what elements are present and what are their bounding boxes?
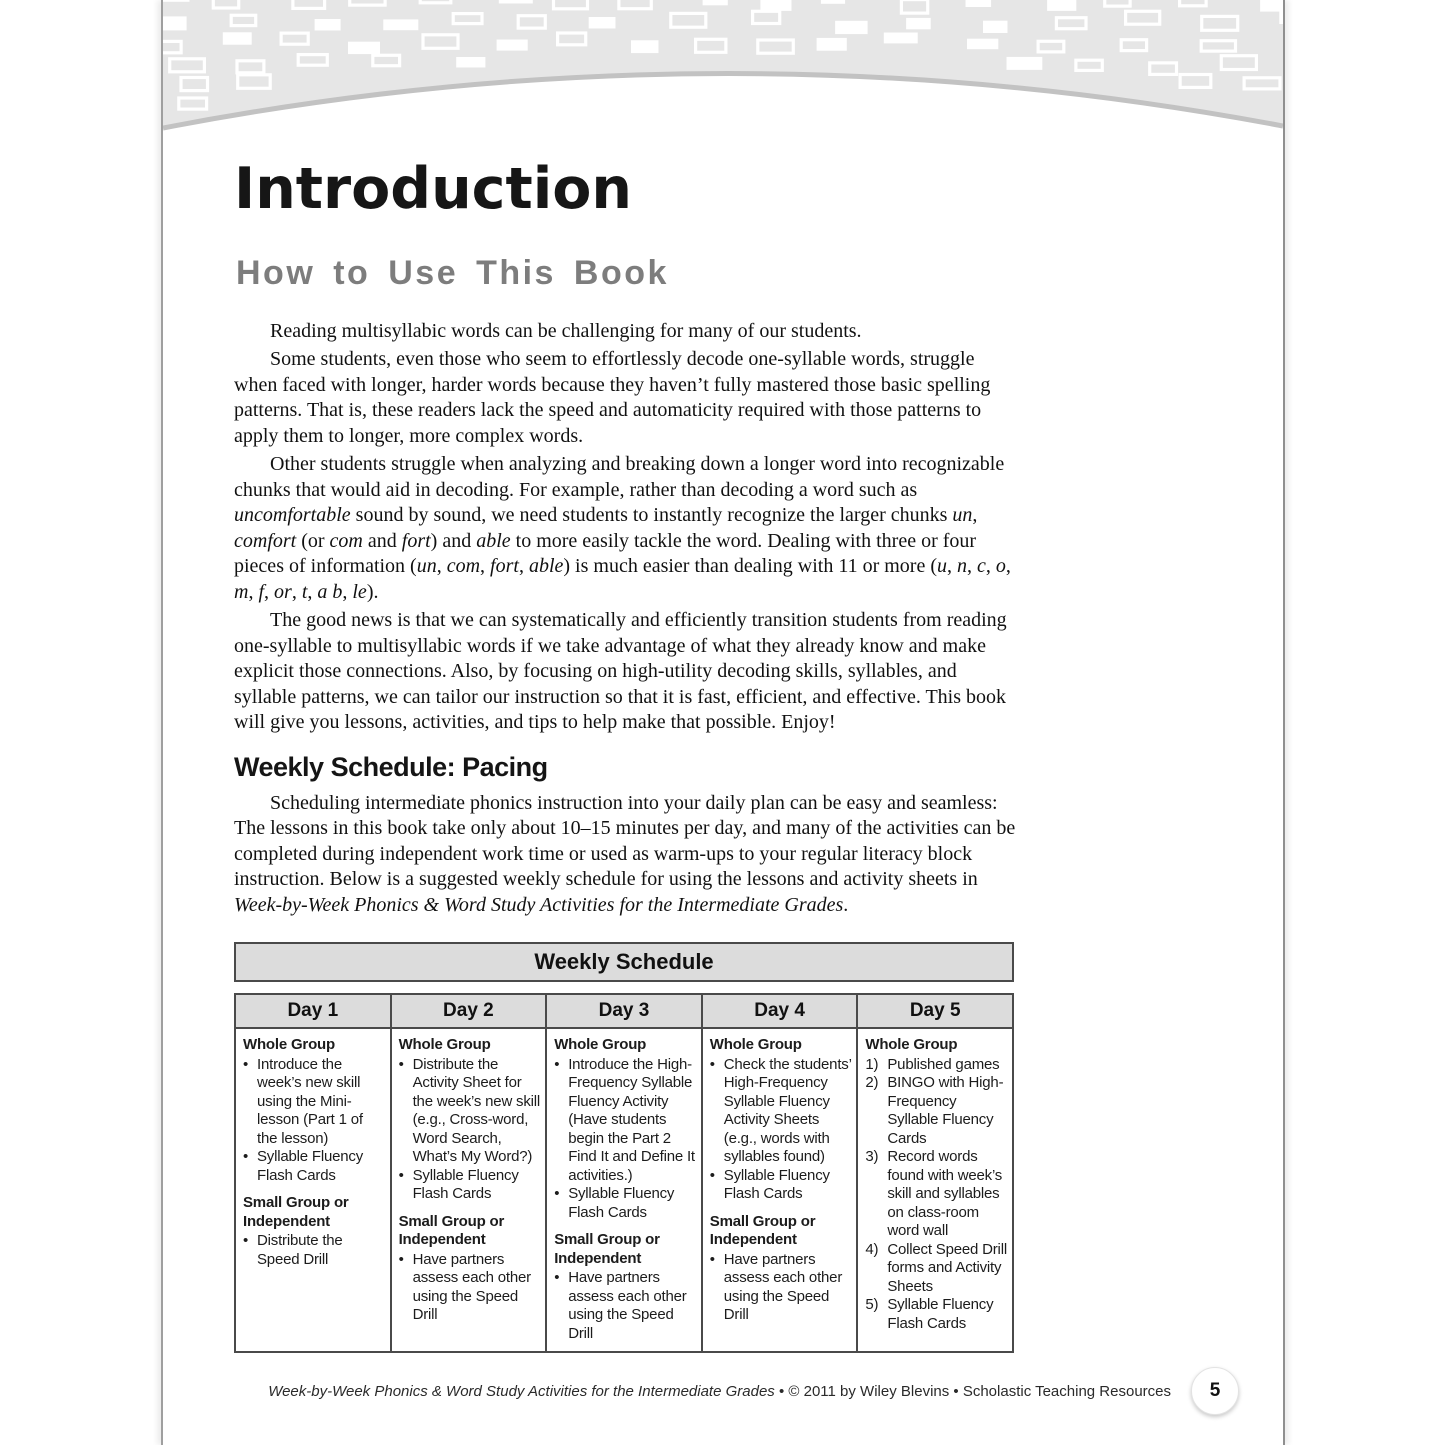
- group-heading: Whole Group: [398, 1036, 491, 1054]
- list-item-text: Distribute the Speed Drill: [257, 1232, 343, 1268]
- bullet-marker: •: [554, 1185, 560, 1203]
- text: sound by sound, we need students to instantly recognize the larger chunks: [350, 504, 953, 527]
- list-item-text: Syllable Fluency Flash Cards: [723, 1166, 830, 1203]
- weekly-schedule-table: [234, 942, 1014, 1353]
- day-body-cell: [390, 1029, 546, 1351]
- group-heading: Small Group or Independent: [243, 1194, 349, 1230]
- number-marker: 3): [865, 1148, 879, 1166]
- cell-section: [399, 1036, 541, 1204]
- paragraph: [234, 452, 1018, 605]
- text: and: [362, 529, 402, 552]
- day-header-cell: Day 1: [236, 995, 390, 1027]
- list-item-text: Syllable Fluency Flash Cards: [257, 1148, 364, 1184]
- italic-text: a b: [317, 580, 343, 603]
- text: The good news is that we can systematically and efficiently transition students from reading one-syllable to multisyllabic words if we take advantage of what they already know and make explicit those connections. Also, by focusing on high-utility decoding skills, syllables, and syllable patterns, we can tailor our instruction so that it is fast, efficient, and effective. This book will give you lessons, activities, and tips to help make that possible. Enjoy!: [234, 609, 1007, 734]
- italic-text: m: [234, 580, 249, 603]
- group-heading: Small Group or Independent: [398, 1212, 505, 1249]
- text: Scheduling intermediate phonics instruction into your daily plan can be easy and seamless: The lessons in this book take only about 10–15 minutes per day, and many of the activities can be completed during independent work time or used as warm-ups to your regular literacy block instruction. Below is a suggested weekly schedule for using the lessons and activity sheets in: [234, 791, 1016, 891]
- page-footer: [268, 1367, 1239, 1415]
- italic-text: fort: [401, 529, 431, 552]
- text: ).: [366, 580, 379, 603]
- day-header-cell: Day 5: [856, 995, 1012, 1027]
- text: ,: [436, 555, 447, 578]
- list-item: [243, 1056, 385, 1149]
- day-header-cell: Day 3: [545, 995, 701, 1027]
- list-item: [399, 1251, 541, 1325]
- italic-text: comfort: [234, 529, 297, 552]
- number-marker: 2): [865, 1074, 879, 1092]
- header-pattern: [163, 0, 1283, 150]
- paragraph: [234, 791, 1018, 919]
- cell-section: [554, 1036, 696, 1222]
- italic-text: f: [258, 580, 265, 603]
- text: ,: [946, 555, 957, 578]
- text: ,: [307, 580, 318, 603]
- list-item: [710, 1167, 852, 1204]
- cell-section: [710, 1213, 852, 1325]
- list-item: [554, 1185, 696, 1222]
- bullet-marker: •: [554, 1269, 560, 1287]
- italic-text: un: [952, 504, 973, 527]
- text: ,: [342, 580, 353, 603]
- italic-text: able: [528, 555, 564, 578]
- list-item: [865, 1296, 1007, 1333]
- text: to more easily tackle the word. Dealing with three or four pieces of information (: [234, 529, 977, 578]
- list-item-text: Syllable Fluency Flash Cards: [568, 1185, 675, 1221]
- table-header-row: [236, 995, 1012, 1029]
- bullet-marker: •: [709, 1055, 715, 1073]
- text: Reading multisyllabic words can be challenging for many of our students.: [270, 319, 862, 342]
- cell-section: [710, 1036, 852, 1204]
- italic-text: n: [956, 555, 967, 578]
- group-heading: Whole Group: [865, 1036, 958, 1054]
- book-page: [161, 0, 1285, 1445]
- pacing-heading: Weekly Schedule: Pacing: [234, 751, 548, 782]
- list-item-text: Collect Speed Drill forms and Activity Sheets: [887, 1240, 1007, 1295]
- italic-text: able: [476, 529, 511, 552]
- bullet-marker: •: [398, 1055, 404, 1073]
- italic-text: fort: [490, 555, 519, 578]
- text: ,: [972, 504, 978, 527]
- text: ) and: [430, 529, 477, 552]
- list-item-text: Have partners assess each other using the Speed Drill: [723, 1250, 843, 1324]
- group-heading: Whole Group: [554, 1036, 647, 1054]
- pacing-paragraph: [234, 791, 1018, 919]
- list-item: [710, 1056, 852, 1167]
- list-item-text: Distribute the Activity Sheet for the week’s new skill (e.g., Cross-word, Word Search, What’s My Word?): [412, 1055, 541, 1166]
- section-subtitle: How to Use This Book: [236, 253, 669, 292]
- bullet-marker: •: [243, 1055, 249, 1073]
- list-item-text: Check the students’ High-Frequency Syllable Fluency Activity Sheets (e.g., words with syllables found): [723, 1055, 852, 1166]
- bullet-marker: •: [398, 1250, 404, 1268]
- day-body-cell: [236, 1029, 390, 1351]
- group-heading: Small Group or Independent: [554, 1231, 660, 1267]
- text: (or: [296, 529, 330, 552]
- italic-text: le: [352, 580, 367, 603]
- paragraph: [234, 319, 1018, 345]
- list-item: [399, 1056, 541, 1167]
- italic-text: u: [936, 555, 947, 578]
- italic-text: un: [416, 555, 437, 578]
- bullet-marker: •: [243, 1232, 249, 1250]
- decorative-header-band: [163, 0, 1283, 150]
- list-item: [865, 1241, 1007, 1297]
- text: ,: [264, 580, 275, 603]
- intro-paragraphs: [234, 319, 1018, 736]
- text: Some students, even those who seem to effortlessly decode one-syllable words, struggle when faced with longer, harder words because they haven’t fully mastered those basic spelling patterns. That is, these readers lack the speed and automaticity required with those patterns to apply them to longer, more complex words.: [234, 348, 991, 447]
- italic-text: com: [446, 555, 481, 578]
- list-item: [554, 1056, 696, 1186]
- text: ,: [985, 555, 996, 578]
- list-item: [399, 1167, 541, 1204]
- group-heading: Small Group or Independent: [709, 1212, 816, 1249]
- text: • © 2011 by Wiley Blevins • Scholastic Teaching Resources: [774, 1382, 1171, 1400]
- cell-section: [243, 1036, 385, 1185]
- list-item: [243, 1232, 385, 1269]
- italic-text: Week-by-Week Phonics & Word Study Activities for the Intermediate Grades: [268, 1382, 775, 1400]
- list-item-text: Syllable Fluency Flash Cards: [412, 1166, 519, 1203]
- cell-section: [554, 1231, 696, 1343]
- cell-section: [243, 1194, 385, 1269]
- day-body-cell: [545, 1029, 701, 1351]
- list-item-text: Record words found with week’s skill and syllables on class-room word wall: [887, 1148, 1003, 1240]
- table-body-row: [236, 1029, 1012, 1351]
- text: ,: [518, 555, 529, 578]
- paragraph: [234, 608, 1018, 736]
- group-heading: Whole Group: [709, 1036, 802, 1054]
- list-item: [865, 1148, 1007, 1241]
- page-number-badge: 5: [1191, 1367, 1239, 1415]
- number-marker: 5): [865, 1296, 879, 1314]
- day-body-cell: [856, 1029, 1012, 1351]
- text: Other students struggle when analyzing and breaking down a longer word into recognizable chunks that would aid in decoding. For example, rather than decoding a word such as: [234, 453, 1005, 501]
- paragraph: [234, 347, 1018, 449]
- list-item-text: Introduce the week’s new skill using the Mini-lesson (Part 1 of the lesson): [257, 1055, 363, 1147]
- list-item-text: Introduce the High-Frequency Syllable Fluency Activity (Have students begin the Part 2 Find It and Define It activities.): [568, 1055, 695, 1184]
- list-item-text: Published games: [887, 1055, 1000, 1073]
- bullet-marker: •: [709, 1250, 715, 1268]
- list-item-text: Syllable Fluency Flash Cards: [887, 1296, 994, 1332]
- text: ,: [248, 580, 259, 603]
- bullet-marker: •: [398, 1166, 404, 1184]
- list-item: [710, 1251, 852, 1325]
- text: ,: [480, 555, 491, 578]
- number-marker: 4): [865, 1240, 879, 1258]
- cell-section: [865, 1036, 1007, 1333]
- text: ) is much easier than dealing with 11 or more (: [563, 555, 937, 578]
- footer-text: [268, 1383, 1171, 1400]
- bullet-marker: •: [554, 1055, 560, 1073]
- list-item-text: Have partners assess each other using the Speed Drill: [412, 1250, 531, 1324]
- text: ,: [1005, 555, 1011, 578]
- list-item: [243, 1148, 385, 1185]
- text: ,: [291, 580, 302, 603]
- day-body-cell: [701, 1029, 857, 1351]
- italic-text: o: [995, 555, 1006, 578]
- list-item: [865, 1056, 1007, 1075]
- italic-text: or: [274, 580, 292, 603]
- italic-text: c: [976, 555, 986, 578]
- list-item: [554, 1269, 696, 1343]
- page-title: Introduction: [234, 156, 632, 222]
- italic-text: com: [329, 529, 363, 552]
- group-heading: Whole Group: [243, 1036, 335, 1054]
- number-marker: 1): [865, 1055, 879, 1073]
- italic-text: Week-by-Week Phonics & Word Study Activities for the Intermediate Grades: [234, 893, 844, 916]
- list-item: [865, 1074, 1007, 1148]
- text: .: [843, 893, 849, 916]
- day-header-cell: Day 2: [390, 995, 546, 1027]
- day-header-cell: Day 4: [701, 995, 857, 1027]
- list-item-text: Have partners assess each other using the Speed Drill: [568, 1269, 687, 1342]
- bullet-marker: •: [243, 1148, 249, 1166]
- italic-text: t: [301, 580, 308, 603]
- italic-text: uncomfortable: [234, 504, 351, 527]
- cell-section: [399, 1213, 541, 1325]
- table-title: Weekly Schedule: [234, 942, 1014, 982]
- table-grid: [234, 993, 1014, 1353]
- list-item-text: BINGO with High-Frequency Syllable Fluency Cards: [887, 1074, 1004, 1147]
- text: ,: [966, 555, 977, 578]
- bullet-marker: •: [709, 1166, 715, 1184]
